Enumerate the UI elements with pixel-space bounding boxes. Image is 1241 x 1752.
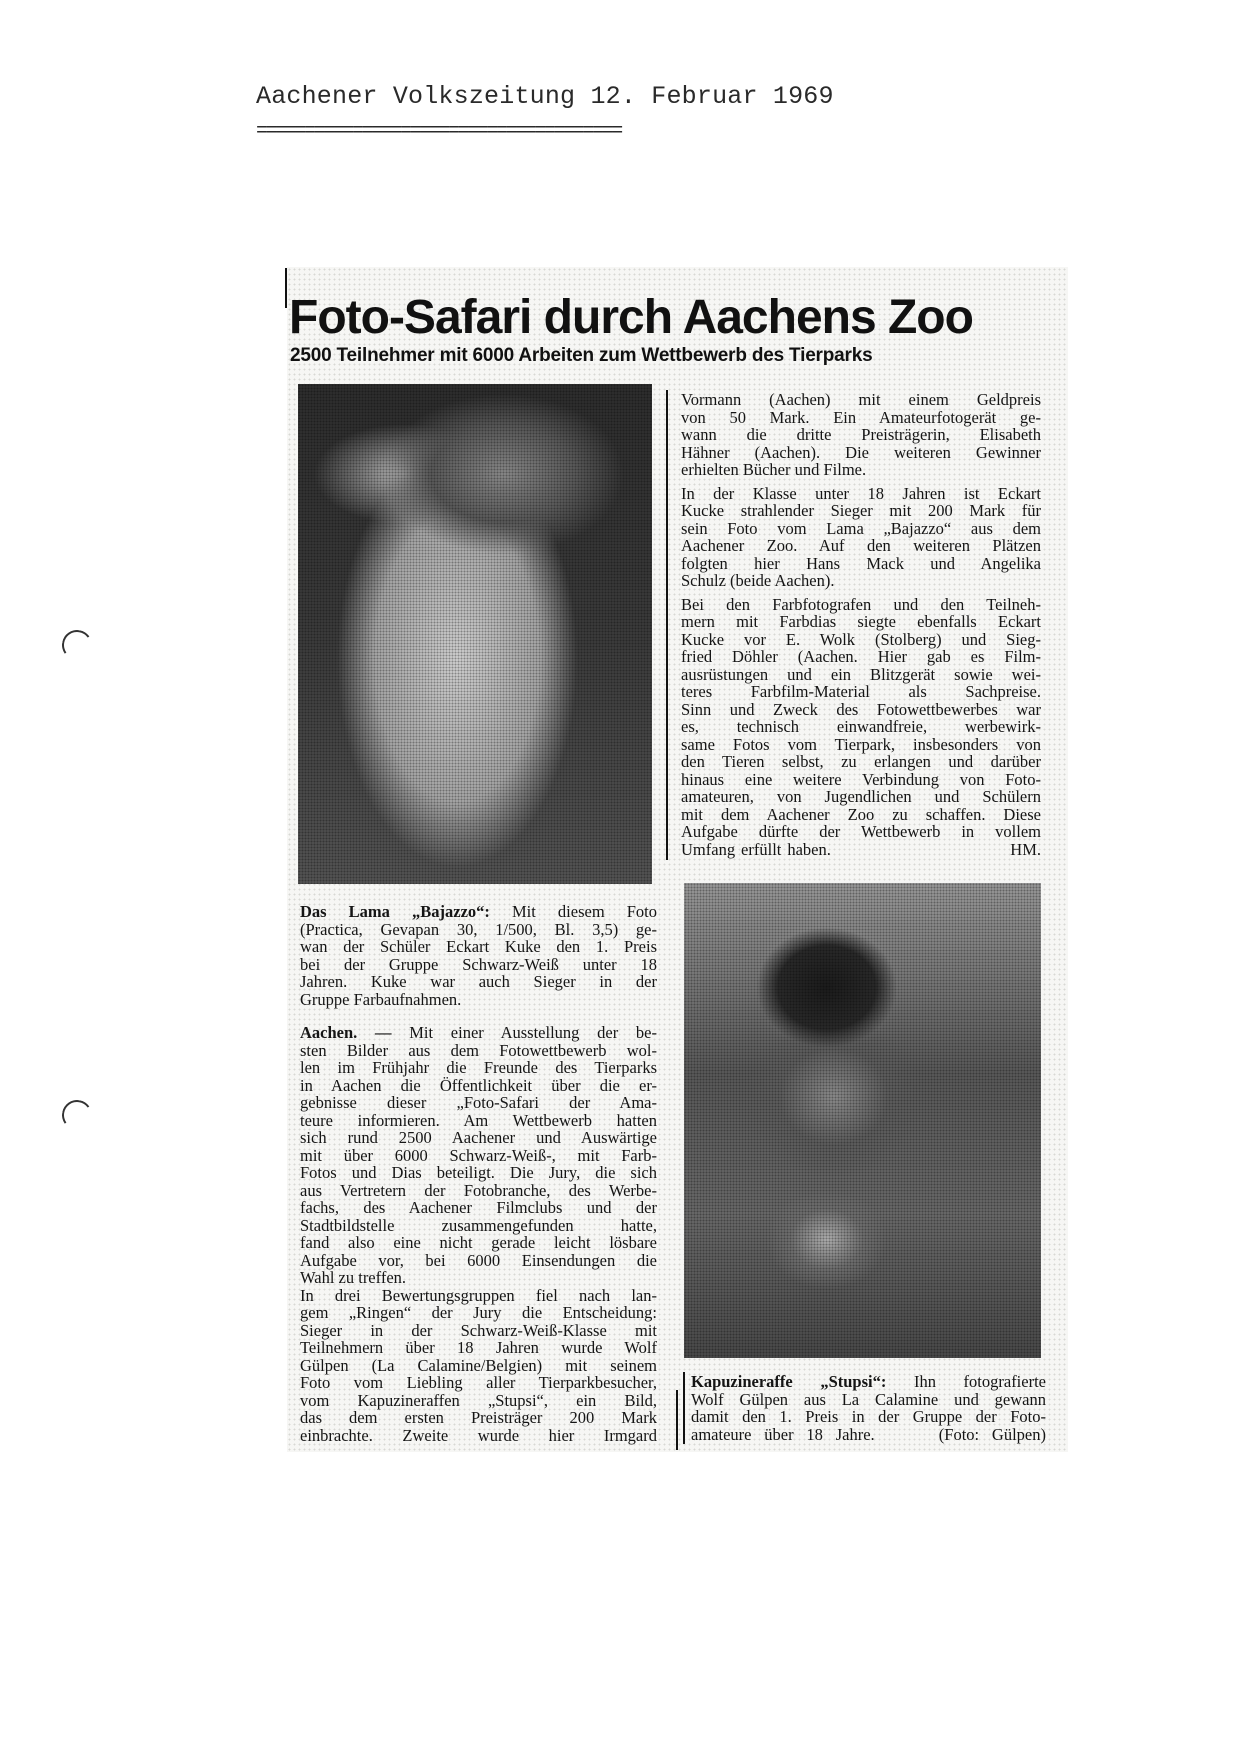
text-line: Schulz (beide Aachen).	[681, 571, 835, 590]
text-line: amateuren, von Jugendlichen und Schülern	[681, 787, 1041, 806]
text-line: Jahren. Kuke war auch Sieger in der	[300, 972, 657, 991]
text-line: Fotos und Dias beteiligt. Die Jury, die sich	[300, 1163, 657, 1182]
text-line-rest: Mit einer Ausstellung der be-	[391, 1023, 657, 1042]
text-line: amateure über 18 Jahre. (Foto: Gülpen)	[691, 1424, 1046, 1444]
text-line: mit dem Aachener Zoo zu schaffen. Diese	[681, 804, 1041, 824]
text-line: Wolf Gülpen aus La Calamine und gewann	[691, 1389, 1046, 1409]
text-line: Aachener Zoo. Auf den weiteren Plätzen	[681, 536, 1041, 555]
text-line: Wahl zu treffen.	[300, 1268, 407, 1287]
punch-hole-mark	[60, 628, 95, 663]
text-line: Aufgabe vor, bei 6000 Einsendungen die	[300, 1250, 657, 1270]
text-line	[691, 1373, 1046, 1391]
subheadline: 2500 Teilnehmer mit 6000 Arbeiten zum Wettbewerb des Tierparks	[290, 345, 873, 366]
text-line: ausrüstungen und ein Blitzgerät sowie wei-	[681, 664, 1041, 684]
text-line: Bei den Farbfotografen und den Teilneh-	[681, 594, 1041, 614]
text-line: es, technisch einwandfreie, werbewirk-	[681, 717, 1041, 736]
text-line: wann die dritte Preisträgerin, Elisabeth	[681, 425, 1041, 444]
caption-lead: Kapuzineraffe „Stupsi“:	[691, 1372, 887, 1391]
text-line: gebnisse dieser „Foto-Safari der Ama-	[300, 1093, 657, 1112]
text-line: teure informieren. Am Wettbewerb hatten	[300, 1110, 657, 1130]
text-line: sein Foto vom Lama „Bajazzo“ aus dem	[681, 518, 1041, 538]
caption-lead: Aachen. —	[300, 1023, 392, 1042]
typed-source-line: Aachener Volkszeitung 12. Februar 1969	[256, 82, 834, 111]
text-line: von 50 Mark. Ein Amateurfotogerät ge-	[681, 407, 1041, 427]
text-line-rest: Ihn fotografierte	[886, 1372, 1046, 1391]
text-line: Gruppe Farbaufnahmen.	[300, 989, 462, 1009]
text-line: Vormann (Aachen) mit einem Geldpreis	[681, 390, 1041, 409]
text-line	[300, 903, 657, 921]
caption-rule	[683, 1372, 685, 1444]
text-line: Foto vom Liebling aller Tierparkbesucher,	[300, 1373, 657, 1392]
caption-lead: Das Lama „Bajazzo“:	[300, 902, 490, 921]
text-line: Sinn und Zweck des Fotowettbewerbes war	[681, 699, 1041, 719]
text-line: in Aachen die Öffentlichkeit über die er-	[300, 1075, 657, 1095]
text-line: aus Vertretern der Fotobranche, des Werbe-	[300, 1180, 657, 1200]
column-divider	[676, 1390, 678, 1450]
text-line: Kucke strahlender Sieger mit 200 Mark für	[681, 501, 1041, 520]
punch-hole-mark	[60, 1098, 95, 1133]
text-line	[300, 1024, 657, 1042]
text-line: damit den 1. Preis in der Gruppe der Foto-	[691, 1407, 1046, 1426]
capuchin-monkey-photo	[684, 883, 1041, 1358]
monkey-caption	[691, 1373, 1046, 1443]
text-line: len im Frühjahr die Freunde des Tierparks	[300, 1058, 657, 1077]
text-line: Gülpen (La Calamine/Belgien) mit seinem	[300, 1355, 657, 1375]
text-line: hinaus eine weitere Verbindung von Foto-	[681, 769, 1041, 789]
text-line: In der Klasse unter 18 Jahren ist Eckart	[681, 483, 1041, 503]
llama-photo	[298, 384, 652, 884]
text-line: teres Farbfilm-Material als Sachpreise.	[681, 682, 1041, 701]
text-line: Hähner (Aachen). Die weiteren Gewinner	[681, 442, 1041, 462]
text-line: Aufgabe dürfte der Wettbewerb in vollem	[681, 822, 1041, 841]
text-line: folgten hier Hans Mack und Angelika	[681, 553, 1041, 573]
text-line: fachs, des Aachener Filmclubs und der	[300, 1198, 657, 1217]
text-line: das dem ersten Preisträger 200 Mark	[300, 1408, 657, 1427]
text-line: sten Bilder aus dem Fotowettbewerb wol-	[300, 1040, 657, 1060]
article-body-right	[681, 391, 1041, 858]
text-line: gem „Ringen“ der Jury die Entscheidung:	[300, 1303, 657, 1322]
text-line: vom Kapuzineraffen „Stupsi“, ein Bild,	[300, 1390, 657, 1410]
text-line: Stadtbildstelle zusammengefunden hatte,	[300, 1215, 657, 1235]
text-line: Kucke vor E. Wolk (Stolberg) und Sieg-	[681, 629, 1041, 649]
text-line: mit über 6000 Schwarz-Weiß-, mit Farb-	[300, 1145, 657, 1165]
clipping-edge	[285, 268, 287, 308]
text-line-rest: Mit diesem Foto	[489, 902, 657, 921]
text-line: fand also eine nicht gerade leicht lösbare	[300, 1233, 657, 1252]
headline: Foto-Safari durch Aachens Zoo	[289, 291, 973, 344]
text-line: Sieger in der Schwarz-Weiß-Klasse mit	[300, 1320, 657, 1340]
text-line: den Tieren selbst, zu erlangen und darüber	[681, 752, 1041, 771]
text-line: same Fotos vom Tierpark, insbesonders von	[681, 734, 1041, 754]
article-body-left	[300, 1024, 657, 1444]
typed-rule: ======================================	[256, 120, 621, 143]
text-line: mern mit Farbdias siegte ebenfalls Eckart	[681, 612, 1041, 631]
text-line: Teilnehmern über 18 Jahren wurde Wolf	[300, 1338, 657, 1357]
text-line: (Practica, Gevapan 30, 1/500, Bl. 3,5) ge-	[300, 919, 657, 939]
text-line: sich rund 2500 Aachener und Auswärtige	[300, 1128, 657, 1147]
column-divider	[666, 390, 668, 860]
llama-caption	[300, 903, 657, 1008]
text-line: In drei Bewertungsgruppen fiel nach lan-	[300, 1285, 657, 1305]
text-line: einbrachte. Zweite wurde hier Irmgard	[300, 1425, 657, 1445]
text-line: bei der Gruppe Schwarz-Weiß unter 18	[300, 954, 657, 974]
text-line: erhielten Bücher und Filme.	[681, 460, 867, 479]
text-line: fried Döhler (Aachen. Hier gab es Film-	[681, 647, 1041, 666]
text-line: wan der Schüler Eckart Kuke den 1. Preis	[300, 937, 657, 956]
text-line: Umfang erfüllt haben. HM.	[681, 839, 1041, 859]
